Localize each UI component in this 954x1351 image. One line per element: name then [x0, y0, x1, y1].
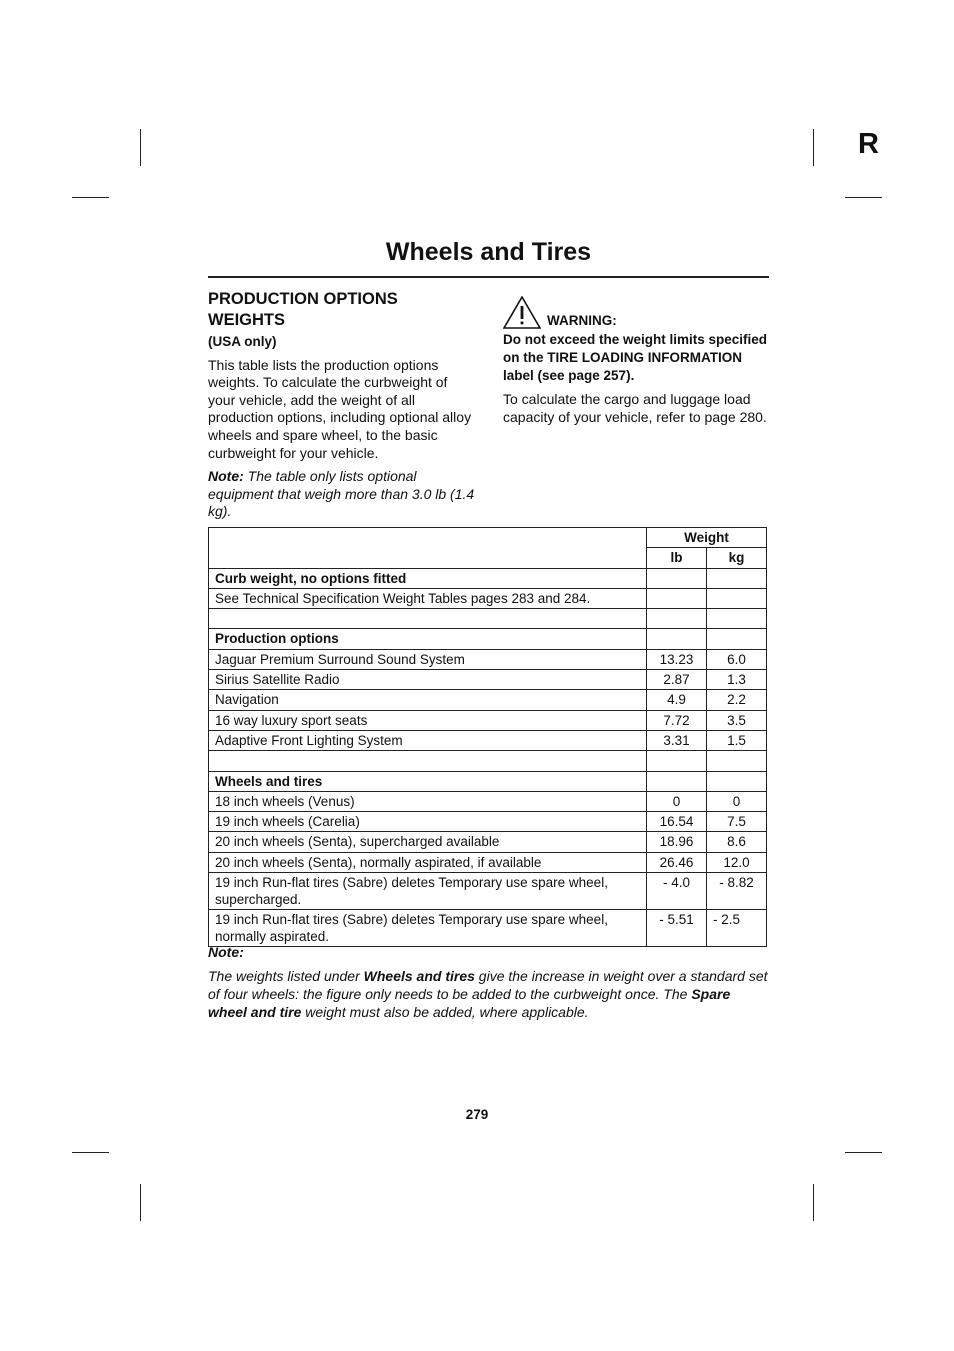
section-label-cell: Production options	[209, 629, 647, 649]
kg-value-cell	[707, 771, 767, 791]
left-column	[208, 289, 478, 527]
table-row	[209, 730, 767, 750]
crop-mark	[72, 1152, 109, 1153]
kg-value-cell	[707, 568, 767, 588]
item-label-cell: 18 inch wheels (Venus)	[209, 791, 647, 811]
item-label-cell: 20 inch wheels (Senta), supercharged available	[209, 832, 647, 852]
kg-value-cell: 8.6	[707, 832, 767, 852]
bottom-note-text	[208, 967, 770, 1021]
crop-mark	[845, 1152, 882, 1153]
kg-value-cell: 12.0	[707, 852, 767, 872]
table-row	[209, 649, 767, 669]
table-row	[209, 751, 767, 771]
bottom-note-label	[208, 943, 770, 961]
note-bold-1: Wheels and tires	[363, 968, 475, 984]
table-row	[209, 832, 767, 852]
table-row	[209, 910, 767, 947]
page-number: 279	[465, 1107, 489, 1122]
table-row	[209, 710, 767, 730]
lb-value-cell: 2.87	[647, 670, 707, 690]
table-header-row	[209, 528, 767, 548]
bottom-note	[208, 943, 770, 1021]
kg-value-cell: 2.2	[707, 690, 767, 710]
kg-header: kg	[707, 548, 767, 568]
lb-value-cell	[647, 751, 707, 771]
lb-header: lb	[647, 548, 707, 568]
kg-value-cell: 1.3	[707, 670, 767, 690]
lb-value-cell: - 4.0	[647, 873, 707, 910]
kg-value-cell	[707, 751, 767, 771]
warning-header	[503, 296, 768, 329]
kg-value-cell: - 8.82	[707, 873, 767, 910]
section-label-cell: Wheels and tires	[209, 771, 647, 791]
crop-mark	[813, 1184, 814, 1221]
kg-value-cell: 1.5	[707, 730, 767, 750]
table-row	[209, 609, 767, 629]
item-label-cell: 16 way luxury sport seats	[209, 710, 647, 730]
lb-value-cell: 0	[647, 791, 707, 811]
table-row	[209, 670, 767, 690]
table-body	[209, 568, 767, 946]
lb-value-cell	[647, 629, 707, 649]
item-label-cell	[209, 751, 647, 771]
kg-value-cell: 6.0	[707, 649, 767, 669]
crop-mark	[140, 1184, 141, 1221]
kg-value-cell	[707, 609, 767, 629]
lb-value-cell: 18.96	[647, 832, 707, 852]
note-label: Note:	[208, 944, 244, 960]
note-bold-2: Spare wheel and tire	[208, 986, 731, 1020]
table-row	[209, 812, 767, 832]
note-text: The table only lists optional equipment that weigh more than 3.0 lb (1.4 kg).	[208, 468, 475, 520]
table-row	[209, 771, 767, 791]
lb-value-cell	[647, 588, 707, 608]
lb-value-cell: 26.46	[647, 852, 707, 872]
cargo-paragraph: To calculate the cargo and luggage load capacity of your vehicle, refer to page 280.	[503, 391, 767, 425]
right-column	[503, 296, 768, 432]
lb-value-cell: 4.9	[647, 690, 707, 710]
note-text-3: weight must also be added, where applicable.	[301, 1004, 589, 1020]
section-letter: R	[858, 128, 879, 160]
title-rule	[208, 276, 769, 278]
lb-value-cell	[647, 771, 707, 791]
item-label-cell: Adaptive Front Lighting System	[209, 730, 647, 750]
item-label-cell: 19 inch wheels (Carelia)	[209, 812, 647, 832]
item-label-cell: 19 inch Run-flat tires (Sabre) deletes Temporary use spare wheel, normally aspirated.	[209, 910, 647, 947]
table-row	[209, 690, 767, 710]
item-label-cell: See Technical Specification Weight Tables pages 283 and 284.	[209, 588, 647, 608]
item-label-cell: Sirius Satellite Radio	[209, 670, 647, 690]
note-text-2: give the increase in weight over a standard set of four wheels: the figure only needs to be added to the curbweight once. The	[208, 968, 768, 1002]
lb-value-cell: 16.54	[647, 812, 707, 832]
heading-line-2: WEIGHTS	[208, 311, 285, 329]
intro-paragraph: This table lists the production options weights. To calculate the curbweight of your vehicle, add the weight of all production options, including optional alloy wheels and spare wheel, to the basic curbweight for your vehicle.	[208, 356, 472, 461]
item-label-cell: Navigation	[209, 690, 647, 710]
heading-line-1: PRODUCTION OPTIONS	[208, 290, 398, 308]
kg-value-cell: 7.5	[707, 812, 767, 832]
item-label-cell: Jaguar Premium Surround Sound System	[209, 649, 647, 669]
table-row	[209, 629, 767, 649]
kg-value-cell	[707, 588, 767, 608]
lb-value-cell: 7.72	[647, 710, 707, 730]
subheading: (USA only)	[208, 334, 277, 349]
table-row	[209, 588, 767, 608]
crop-mark	[140, 129, 141, 166]
lb-value-cell	[647, 568, 707, 588]
item-label-cell: 19 inch Run-flat tires (Sabre) deletes Temporary use spare wheel, supercharged.	[209, 873, 647, 910]
table-row	[209, 568, 767, 588]
note-label: Note:	[208, 468, 244, 485]
crop-mark	[72, 197, 109, 198]
empty-header-cell	[209, 528, 647, 569]
warning-triangle-icon	[503, 296, 541, 329]
note-paragraph	[208, 468, 478, 521]
weights-table	[208, 527, 767, 947]
section-label-cell: Curb weight, no options fitted	[209, 568, 647, 588]
lb-value-cell: - 5.51	[647, 910, 707, 947]
lb-value-cell: 13.23	[647, 649, 707, 669]
crop-mark	[813, 129, 814, 166]
lb-value-cell: 3.31	[647, 730, 707, 750]
kg-value-cell: - 2.5	[707, 910, 767, 947]
weight-header: Weight	[647, 528, 767, 548]
item-label-cell	[209, 609, 647, 629]
table-row	[209, 873, 767, 910]
crop-mark	[845, 197, 882, 198]
kg-value-cell: 0	[707, 791, 767, 811]
warning-label: WARNING:	[547, 313, 617, 328]
item-label-cell: 20 inch wheels (Senta), normally aspirated, if available	[209, 852, 647, 872]
lb-value-cell	[647, 609, 707, 629]
section-heading	[208, 289, 478, 331]
page-title: Wheels and Tires	[385, 238, 592, 266]
table-row	[209, 791, 767, 811]
kg-value-cell: 3.5	[707, 710, 767, 730]
warning-text: Do not exceed the weight limits specified on the TIRE LOADING INFORMATION label (see page 257).	[503, 332, 768, 383]
table-row	[209, 852, 767, 872]
note-text-1: The weights listed under	[208, 968, 364, 984]
kg-value-cell	[707, 629, 767, 649]
